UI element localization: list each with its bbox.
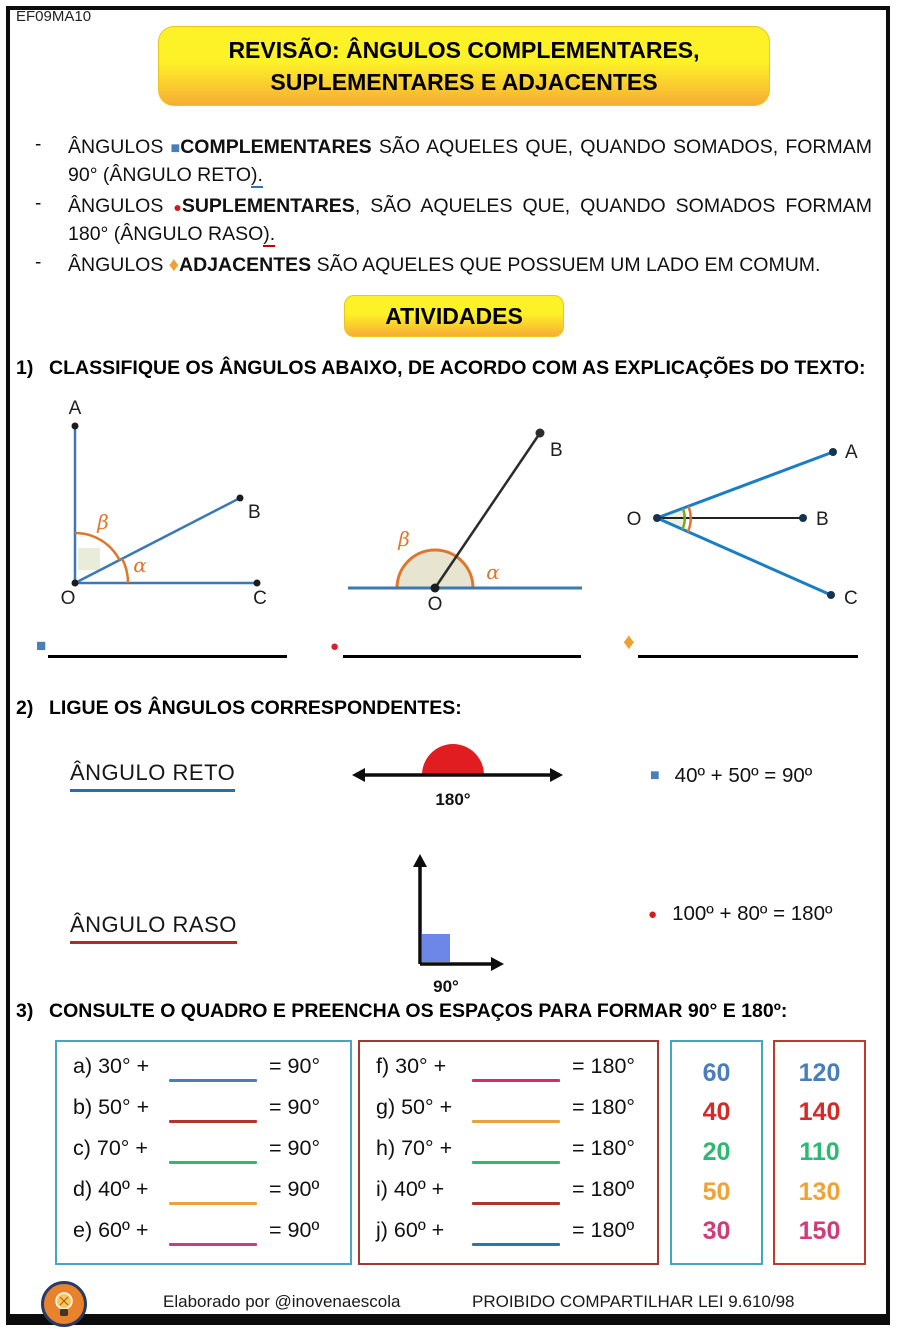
title-line-1: REVISÃO: ÂNGULOS COMPLEMENTARES, (228, 37, 700, 63)
equation-text: 100º + 80º = 180º (672, 902, 833, 925)
fill-in-row (376, 1095, 657, 1136)
exercise-number: 2) (16, 697, 34, 719)
exercise-title: CONSULTE O QUADRO E PREENCHA OS ESPAÇOS PARA FORMAR 90° E 180º: (49, 1000, 788, 1022)
definition-suplementares (32, 193, 872, 248)
beta-label: β (398, 527, 410, 551)
point-label-b: B (550, 440, 563, 461)
definitions-list (32, 134, 872, 283)
circle-bullet-icon: ● (173, 199, 182, 215)
option-number: 140 (798, 1098, 841, 1127)
answer-blank[interactable] (169, 1120, 257, 1123)
fill-in-row (73, 1136, 350, 1177)
definition-text (68, 193, 872, 248)
fill-in-result: = 90º (269, 1177, 320, 1201)
fill-in-label: j) 60º + (376, 1218, 445, 1242)
copyright-warning: PROIBIDO COMPARTILHAR LEI 9.610/98 (472, 1292, 795, 1311)
definition-tail: , SÃO AQUELES QUE, QUANDO SOMADOS FORMAM 180° (ÂNGULO RASO (68, 195, 873, 245)
definition-text (68, 252, 872, 279)
exercise-title: LIGUE OS ÂNGULOS CORRESPONDENTES: (49, 697, 462, 719)
semicircle-fill (397, 550, 473, 588)
definition-lead: ÂNGULOS (68, 195, 174, 217)
point-a-dot (829, 448, 837, 456)
point-c-dot (827, 591, 835, 599)
fill-in-label: b) 50° + (73, 1095, 150, 1119)
options-table-180 (773, 1040, 866, 1265)
point-o-dot (431, 584, 440, 593)
circle-bullet-icon: ● (330, 638, 340, 655)
answer-line[interactable] (638, 655, 858, 658)
fill-in-result: = 180º (572, 1218, 635, 1242)
option-number: 20 (702, 1137, 731, 1166)
point-b-dot (799, 514, 807, 522)
fill-in-row (376, 1218, 657, 1259)
point-label-a: A (845, 442, 858, 463)
fill-in-row (376, 1177, 657, 1218)
activities-banner: ATIVIDADES (344, 295, 564, 337)
label-angulo-raso: ÂNGULO RASO (70, 912, 237, 944)
diagram-supplementary-angles (340, 398, 590, 613)
fill-in-row (73, 1054, 350, 1095)
square-bullet-icon: ■ (170, 140, 181, 157)
straight-angle-figure (350, 735, 565, 813)
skill-code: EF09MA10 (16, 8, 92, 25)
option-number: 120 (798, 1058, 841, 1087)
arrowhead-right (491, 957, 504, 971)
ray-oa (657, 452, 833, 518)
alpha-label: α (486, 560, 500, 584)
definition-lead: ÂNGULOS (68, 254, 169, 276)
definition-tail: SÃO AQUELES QUE POSSUEM UM LADO EM COMUM. (311, 254, 821, 276)
fill-in-label: i) 40º + (376, 1177, 445, 1201)
orange-arc (688, 506, 691, 532)
fill-in-result: = 90º (269, 1218, 320, 1242)
answer-blank[interactable] (472, 1079, 560, 1082)
title-banner (158, 26, 770, 106)
option-number: 110 (799, 1137, 840, 1166)
point-b-dot (536, 429, 545, 438)
fill-in-label: f) 30° + (376, 1054, 447, 1078)
answer-line[interactable] (343, 655, 581, 658)
option-number: 60 (702, 1058, 731, 1087)
answer-blank[interactable] (169, 1202, 257, 1205)
definition-paren: ). (250, 164, 263, 186)
point-a-dot (72, 423, 79, 430)
fill-in-label: a) 30° + (73, 1054, 150, 1078)
fill-in-result: = 180° (572, 1095, 635, 1119)
list-dash: - (35, 193, 42, 214)
answer-blank[interactable] (472, 1243, 560, 1246)
point-label-o: O (60, 588, 76, 609)
definition-paren: ). (263, 223, 276, 245)
figure-value-label: 90° (433, 977, 459, 996)
exercise-title: CLASSIFIQUE OS ÂNGULOS ABAIXO, DE ACORDO COM AS EXPLICAÇÕES DO TEXTO: (49, 357, 866, 379)
square-bullet-icon: ■ (36, 636, 47, 655)
label-angulo-reto: ÂNGULO RETO (70, 760, 235, 792)
options-table-90 (670, 1040, 763, 1265)
definition-adjacentes (32, 252, 872, 279)
definition-text (68, 134, 872, 189)
exercise3-heading (16, 1000, 787, 1023)
fill-in-box-90 (55, 1040, 352, 1265)
circle-bullet-icon: ● (648, 905, 658, 923)
option-number: 50 (702, 1177, 731, 1206)
school-logo (40, 1280, 88, 1328)
answer-blank[interactable] (169, 1243, 257, 1246)
right-angle-marker (78, 548, 100, 570)
answer-line[interactable] (48, 655, 287, 658)
point-label-b: B (248, 502, 261, 523)
fill-in-row (73, 1095, 350, 1136)
fill-in-row (73, 1218, 350, 1259)
fill-in-result: = 180° (572, 1054, 635, 1078)
fill-in-label: d) 40º + (73, 1177, 149, 1201)
fill-in-row (376, 1136, 657, 1177)
arrowhead-left (352, 768, 365, 782)
point-label-o: O (626, 509, 642, 530)
bulb-base (60, 1309, 68, 1316)
point-o-dot (653, 514, 661, 522)
fill-in-row (376, 1054, 657, 1095)
red-semicircle (422, 744, 484, 775)
square-bullet-icon: ■ (650, 767, 660, 784)
blue-square (422, 934, 450, 962)
definition-keyword: SUPLEMENTARES (181, 195, 355, 217)
alpha-label: α (133, 553, 147, 577)
fill-in-result: = 180° (572, 1136, 635, 1160)
option-number: 40 (702, 1098, 731, 1127)
exercise1-heading (16, 357, 866, 380)
definition-keyword: COMPLEMENTARES (180, 136, 372, 158)
exercise2-heading (16, 697, 462, 720)
answer-blank[interactable] (169, 1161, 257, 1164)
fill-in-result: = 90° (269, 1136, 321, 1160)
definition-keyword: ADJACENTES (179, 254, 312, 276)
fill-in-result: = 180º (572, 1177, 635, 1201)
credit-text: Elaborado por @inovenaescola (163, 1292, 401, 1311)
point-label-o: O (427, 594, 443, 613)
fill-in-result: = 90° (269, 1054, 321, 1078)
diamond-bullet-icon: ♦ (623, 628, 635, 654)
fill-in-label: c) 70° + (73, 1136, 148, 1160)
point-label-a: A (68, 398, 82, 419)
diamond-bullet-icon: ♦ (168, 254, 179, 276)
point-c-dot (254, 580, 261, 587)
definition-tail: SÃO AQUELES QUE, QUANDO SOMADOS, FORMAM 90° (ÂNGULO RETO (68, 136, 872, 186)
point-o-dot (72, 580, 79, 587)
arrowhead-up (413, 854, 427, 867)
point-label-b: B (816, 509, 829, 530)
answer-blank[interactable] (472, 1202, 560, 1205)
list-dash: - (35, 252, 42, 273)
definition-lead: ÂNGULOS (68, 136, 171, 158)
fill-in-label: g) 50° + (376, 1095, 453, 1119)
fill-in-label: e) 60º + (73, 1218, 149, 1242)
point-b-dot (237, 495, 244, 502)
beta-label: β (97, 510, 109, 534)
page-border (6, 6, 890, 1325)
list-dash: - (35, 134, 42, 155)
exercise-number: 1) (16, 357, 34, 379)
exercise-number: 3) (16, 1000, 34, 1022)
point-label-c: C (253, 588, 267, 609)
right-angle-figure (400, 852, 510, 997)
fill-in-label: h) 70° + (376, 1136, 453, 1160)
option-number: 130 (798, 1177, 841, 1206)
equation-text: 40º + 50º = 90º (674, 764, 813, 787)
figure-value-label: 180° (435, 790, 471, 809)
alpha-arc (122, 559, 128, 583)
title-line-2: SUPLEMENTARES E ADJACENTES (270, 69, 658, 95)
diagram-complementary-angles (35, 398, 325, 613)
answer-blank[interactable] (472, 1120, 560, 1123)
fill-in-row (73, 1177, 350, 1218)
fill-in-result: = 90° (269, 1095, 321, 1119)
fill-in-box-180 (358, 1040, 659, 1265)
option-number: 150 (798, 1217, 841, 1246)
definition-complementares (32, 134, 872, 189)
equation-complementary (650, 764, 812, 788)
option-number: 30 (702, 1217, 731, 1246)
answer-blank[interactable] (169, 1079, 257, 1082)
equation-supplementary (648, 902, 832, 926)
diagram-adjacent-angles (612, 398, 892, 613)
arrowhead-right (550, 768, 563, 782)
answer-blank[interactable] (472, 1161, 560, 1164)
point-label-c: C (844, 588, 858, 609)
